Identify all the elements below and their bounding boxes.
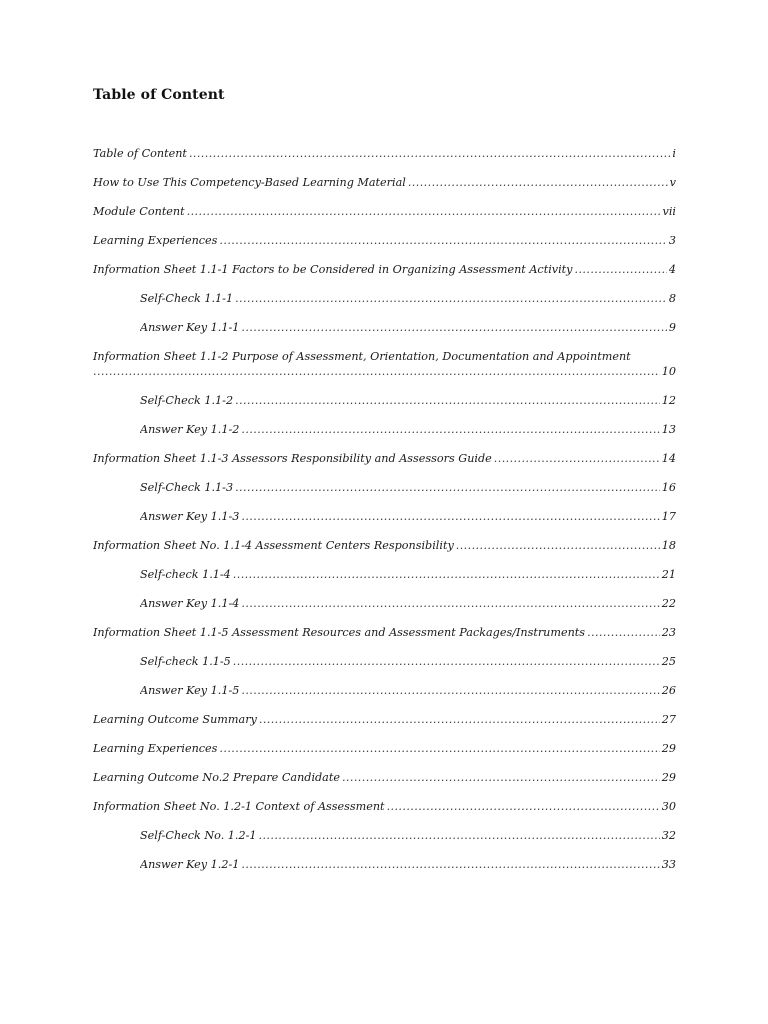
toc-dot-leader (387, 799, 660, 814)
toc-page-number: 29 (661, 742, 676, 755)
toc-entry-text: Self-Check 1.1-2 (140, 394, 234, 407)
toc-entry-text: Learning Experiences (93, 234, 218, 247)
toc-entry-line (140, 480, 676, 495)
toc-entry[interactable] (93, 451, 676, 480)
toc-entry-text: Answer Key 1.2-1 (140, 858, 240, 871)
toc-page-number: v (669, 176, 676, 189)
toc-entry-text: Information Sheet No. 1.1-4 Assessment Centers Responsibility (93, 539, 454, 552)
toc-entry-line (140, 828, 676, 843)
toc-dot-leader (342, 770, 660, 785)
toc-page-number: 21 (661, 568, 676, 581)
toc-entry[interactable] (93, 770, 676, 799)
toc-entry-text: Self-check 1.1-4 (140, 568, 231, 581)
toc-entry-leader-line (93, 364, 676, 379)
toc-page-number: 9 (668, 321, 676, 334)
toc-entry[interactable] (140, 654, 676, 683)
page-title: Table of Content (93, 87, 225, 103)
toc-dot-leader (241, 422, 659, 437)
toc-page-number: 14 (661, 452, 676, 465)
toc-entry[interactable] (140, 422, 676, 451)
toc-entry[interactable] (140, 393, 676, 422)
toc-dot-leader (233, 567, 660, 582)
toc-entry-text: Answer Key 1.1-2 (140, 423, 240, 436)
toc-entry-line (140, 683, 676, 698)
toc-dot-leader (93, 364, 660, 379)
toc-dot-leader (233, 654, 660, 669)
toc-dot-leader (187, 204, 661, 219)
toc-entry-text: Learning Outcome Summary (93, 713, 257, 726)
toc-entry-text: Information Sheet No. 1.2-1 Context of Assessment (93, 800, 385, 813)
toc-entry-text: Table of Content (93, 147, 187, 160)
toc-page-number: 29 (661, 771, 676, 784)
toc-entry-line (93, 770, 676, 785)
toc-entry-line (93, 146, 676, 161)
toc-entry-text: Module Content (93, 205, 185, 218)
toc-entry[interactable] (93, 712, 676, 741)
toc-dot-leader (235, 480, 660, 495)
toc-entry-text: Answer Key 1.1-5 (140, 684, 240, 697)
toc-page-number: 33 (661, 858, 676, 871)
toc-page-number: 16 (661, 481, 676, 494)
toc-entry-line (93, 204, 676, 219)
toc-entry-text: Learning Experiences (93, 742, 218, 755)
toc-page-number: 22 (661, 597, 676, 610)
toc-entry-line (140, 596, 676, 611)
toc-entry-line (140, 509, 676, 524)
toc-page-number: 30 (661, 800, 676, 813)
toc-entry-text: Learning Outcome No.2 Prepare Candidate (93, 771, 340, 784)
toc-entry[interactable] (140, 857, 676, 886)
toc-entry-text: Answer Key 1.1-3 (140, 510, 240, 523)
toc-page-number: 32 (661, 829, 676, 842)
toc-entry-text: Answer Key 1.1-1 (140, 321, 240, 334)
toc-page-number: 26 (661, 684, 676, 697)
toc-page-number: 17 (661, 510, 676, 523)
toc-entry-text: Self-Check 1.1-1 (140, 292, 234, 305)
toc-dot-leader (408, 175, 668, 190)
toc-entry-line (140, 291, 676, 306)
toc-dot-leader (235, 393, 660, 408)
table-of-contents-list (93, 146, 676, 886)
toc-dot-leader (241, 857, 659, 872)
toc-page-number: 10 (661, 365, 676, 378)
toc-dot-leader (575, 262, 667, 277)
toc-entry[interactable] (140, 683, 676, 712)
toc-entry[interactable] (93, 349, 676, 393)
toc-page-number: 25 (661, 655, 676, 668)
toc-dot-leader (259, 712, 660, 727)
toc-dot-leader (456, 538, 660, 553)
toc-page-number: 8 (668, 292, 676, 305)
toc-dot-leader (241, 683, 659, 698)
toc-entry-line (140, 320, 676, 335)
toc-entry-line (93, 799, 676, 814)
toc-page-number: i (672, 147, 676, 160)
toc-entry-line (140, 857, 676, 872)
toc-entry-line (140, 422, 676, 437)
toc-entry[interactable] (93, 262, 676, 291)
toc-entry-line (140, 567, 676, 582)
toc-entry[interactable] (93, 146, 676, 175)
toc-entry[interactable] (140, 509, 676, 538)
toc-entry-line (93, 233, 676, 248)
toc-page-number: 12 (661, 394, 676, 407)
toc-entry[interactable] (140, 567, 676, 596)
toc-dot-leader (241, 596, 659, 611)
toc-entry[interactable] (93, 175, 676, 204)
toc-page-number: 23 (661, 626, 676, 639)
toc-entry-text: Information Sheet 1.1-1 Factors to be Considered in Organizing Assessment Activity (93, 263, 573, 276)
toc-entry-line (93, 741, 676, 756)
toc-page-number: 4 (668, 263, 676, 276)
toc-entry-text: How to Use This Competency-Based Learning Material (93, 176, 406, 189)
toc-dot-leader (259, 828, 660, 843)
toc-dot-leader (219, 741, 659, 756)
toc-entry[interactable] (93, 233, 676, 262)
toc-dot-leader (241, 509, 659, 524)
toc-page-number: 13 (661, 423, 676, 436)
toc-page-number: 18 (661, 539, 676, 552)
toc-entry[interactable] (140, 291, 676, 320)
toc-entry-line (140, 654, 676, 669)
toc-page-number: vii (662, 205, 676, 218)
toc-dot-leader (587, 625, 660, 640)
toc-entry-line (93, 538, 676, 553)
toc-entry[interactable] (93, 204, 676, 233)
toc-dot-leader (241, 320, 667, 335)
toc-dot-leader (219, 233, 666, 248)
toc-dot-leader (189, 146, 670, 161)
toc-entry[interactable] (93, 741, 676, 770)
toc-entry[interactable] (140, 480, 676, 509)
toc-page-number: 3 (668, 234, 676, 247)
toc-entry-text: Self-Check No. 1.2-1 (140, 829, 257, 842)
toc-entry-text: Information Sheet 1.1-3 Assessors Responsibility and Assessors Guide (93, 452, 492, 465)
toc-entry-line (93, 625, 676, 640)
toc-entry-line (93, 175, 676, 190)
toc-page-number: 27 (661, 713, 676, 726)
toc-entry-text: Information Sheet 1.1-5 Assessment Resources and Assessment Packages/Instruments (93, 626, 586, 639)
toc-entry-line (93, 262, 676, 277)
toc-entry-text: Answer Key 1.1-4 (140, 597, 240, 610)
toc-entry[interactable] (93, 625, 676, 654)
toc-entry-text: Information Sheet 1.1-2 Purpose of Assessment, Orientation, Documentation and Appointment (93, 350, 631, 363)
toc-dot-leader (235, 291, 667, 306)
toc-entry[interactable] (93, 799, 676, 828)
toc-entry-text: Self-check 1.1-5 (140, 655, 231, 668)
toc-entry-line (93, 712, 676, 727)
toc-entry-text: Self-Check 1.1-3 (140, 481, 234, 494)
toc-entry-line (140, 393, 676, 408)
toc-entry-line (93, 451, 676, 466)
toc-entry[interactable] (93, 538, 676, 567)
toc-dot-leader (494, 451, 660, 466)
toc-entry[interactable] (140, 828, 676, 857)
toc-entry[interactable] (140, 596, 676, 625)
toc-entry[interactable] (140, 320, 676, 349)
